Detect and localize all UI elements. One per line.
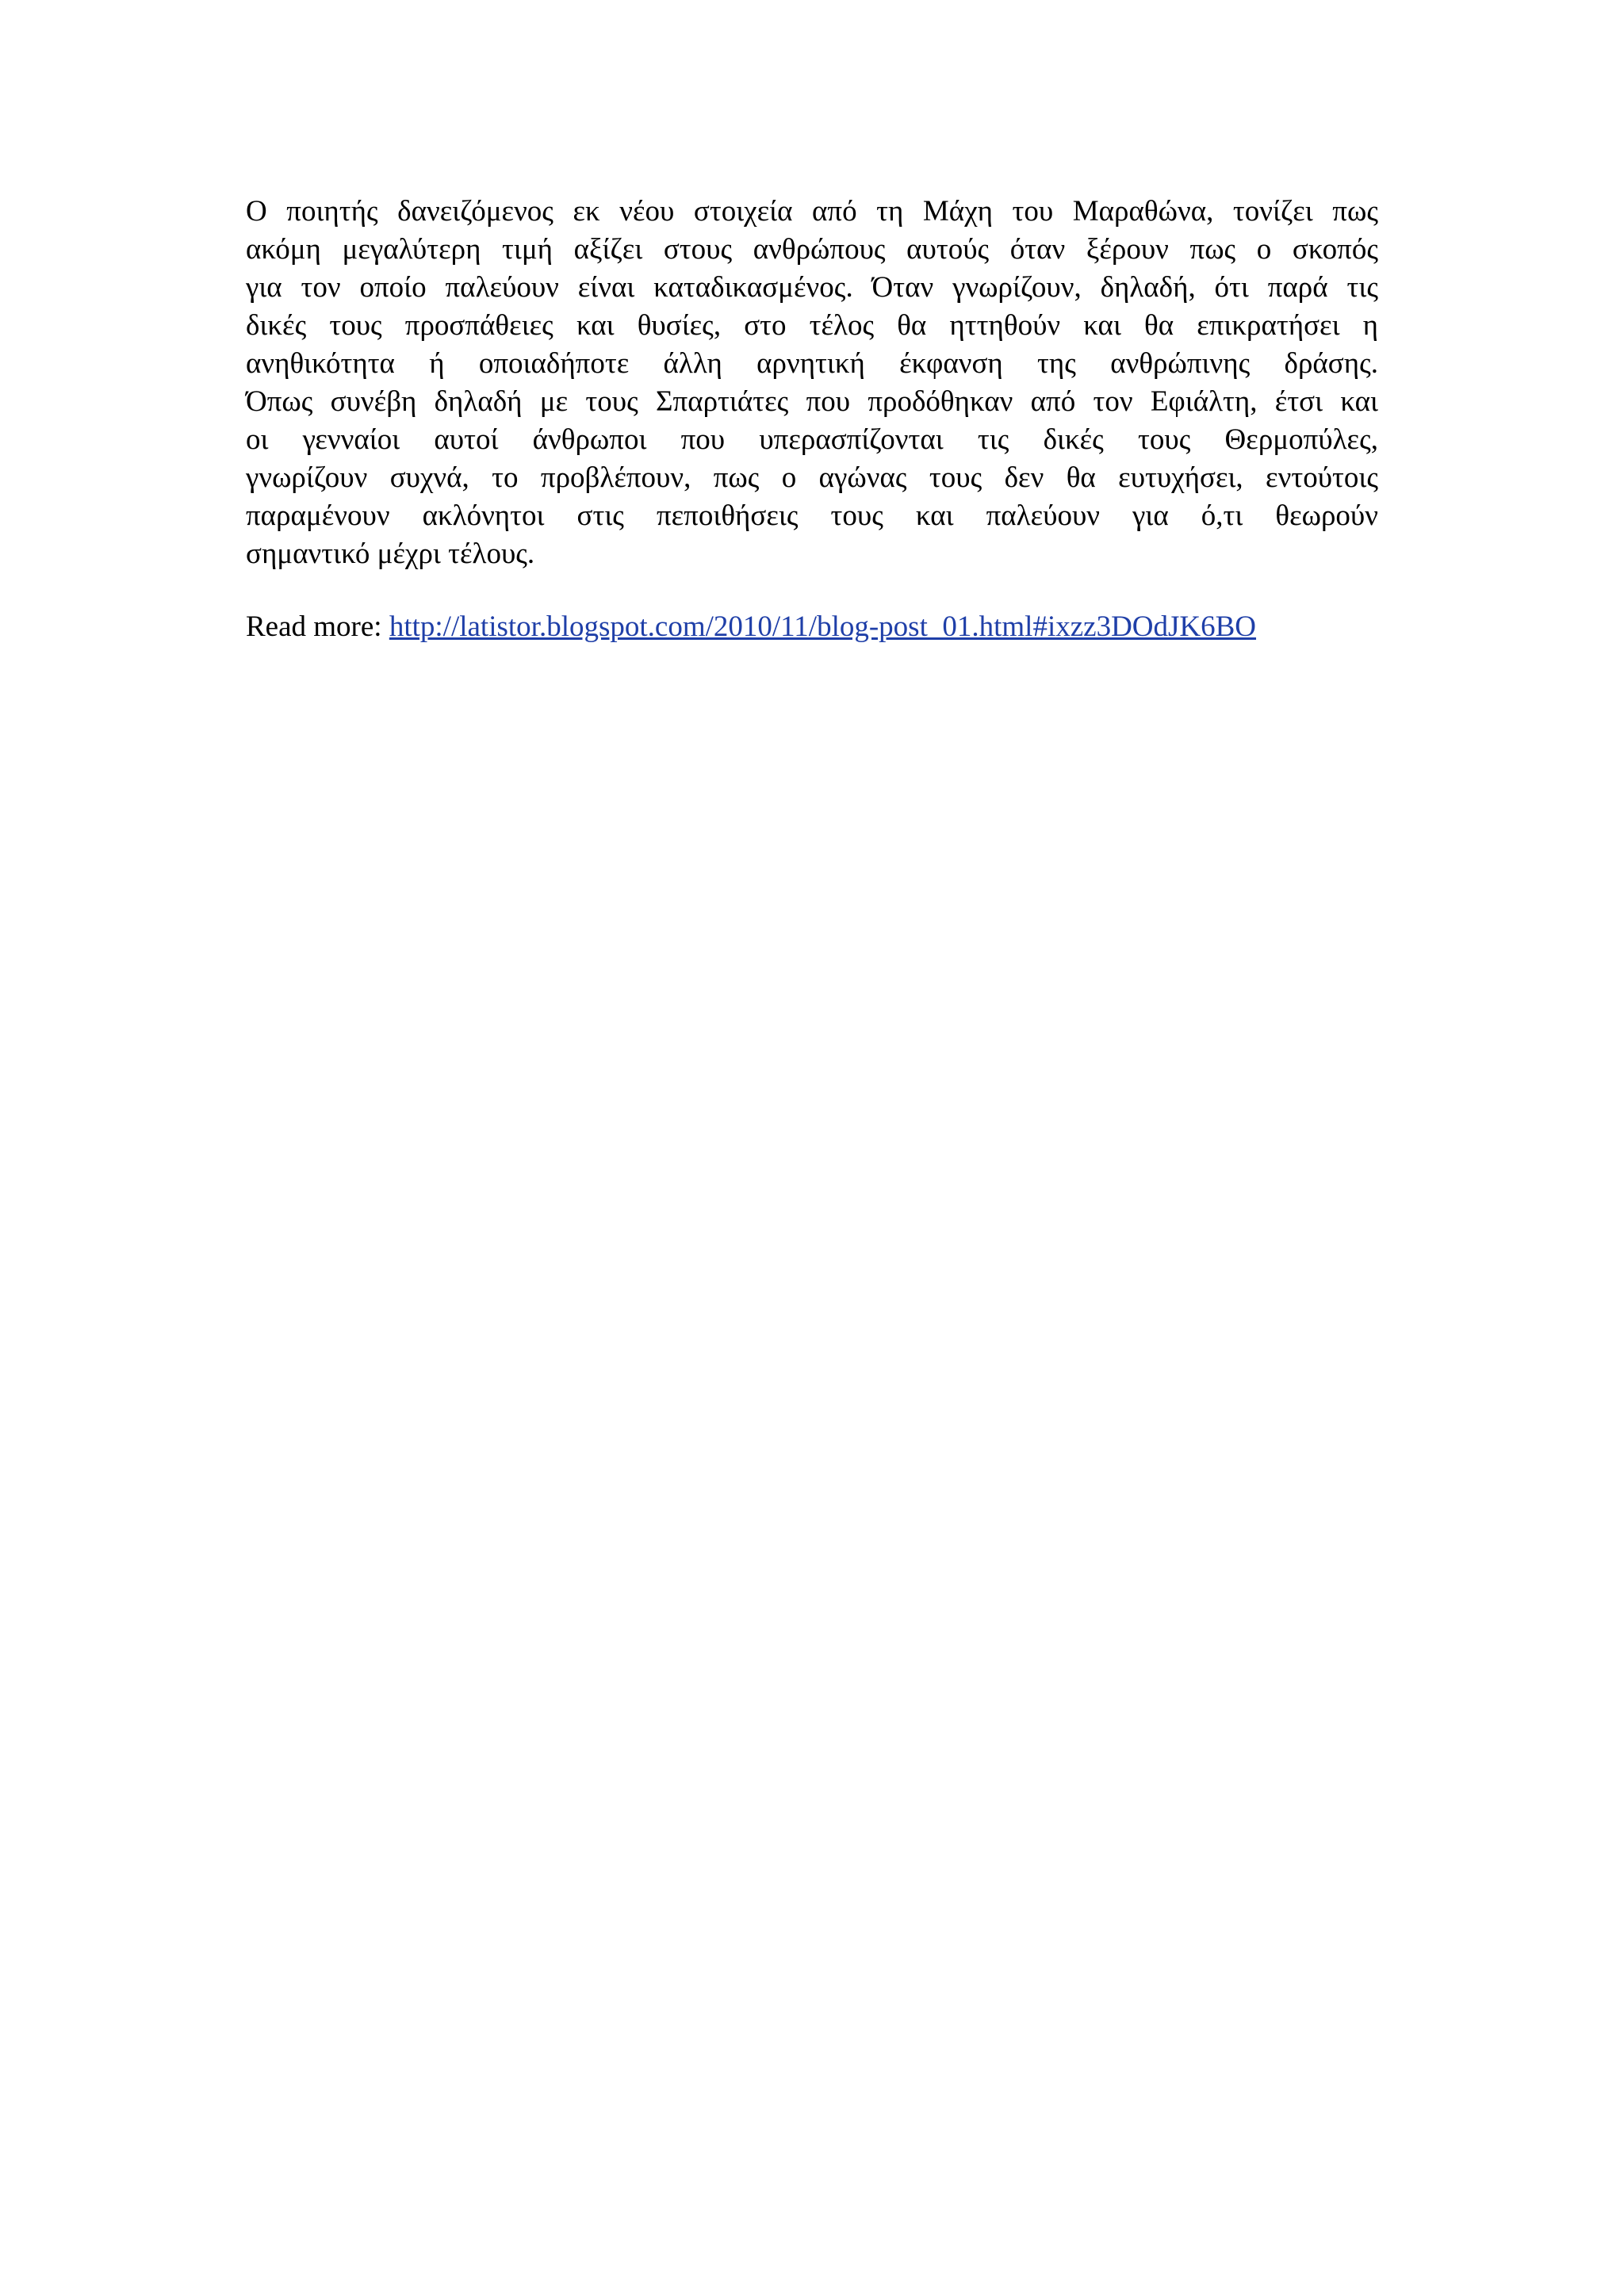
paragraph-line: ακόμη μεγαλύτερη τιμή αξίζει στους ανθρώπους αυτούς όταν ξέρουν πως ο σκοπός <box>246 233 1378 266</box>
paragraph-line: Όπως συνέβη δηλαδή με τους Σπαρτιάτες που προδόθηκαν από τον Εφιάλτη, έτσι και <box>246 385 1378 418</box>
paragraph-line: ανηθικότητα ή οποιαδήποτε άλλη αρνητική έκφανση της ανθρώπινης δράσης. <box>246 347 1378 380</box>
paragraph-line: σημαντικό μέχρι τέλους. <box>246 538 535 570</box>
read-more-link[interactable]: http://latistor.blogspot.com/2010/11/blog-post_01.html#ixzz3DOdJK6BO <box>389 610 1257 643</box>
paragraph-line: για τον οποίο παλεύουν είναι καταδικασμένος. Όταν γνωρίζουν, δηλαδή, ότι παρά τις <box>246 271 1378 304</box>
read-more-label: Read more: <box>246 610 382 643</box>
read-more-line <box>246 608 1256 646</box>
paragraph-line: οι γενναίοι αυτοί άνθρωποι που υπερασπίζονται τις δικές τους Θερμοπύλες, <box>246 423 1378 456</box>
paragraph-line: παραμένουν ακλόνητοι στις πεποιθήσεις τους και παλεύουν για ό,τι θεωρούν <box>246 499 1378 532</box>
paragraph-line: δικές τους προσπάθειες και θυσίες, στο τέλος θα ηττηθούν και θα επικρατήσει η <box>246 309 1378 342</box>
paragraph-line: Ο ποιητής δανειζόμενος εκ νέου στοιχεία από τη Μάχη του Μαραθώνα, τονίζει πως <box>246 195 1378 228</box>
body-paragraph <box>246 193 1378 573</box>
paragraph-line: γνωρίζουν συχνά, το προβλέπουν, πως ο αγώνας τους δεν θα ευτυχήσει, εντούτοις <box>246 461 1378 494</box>
